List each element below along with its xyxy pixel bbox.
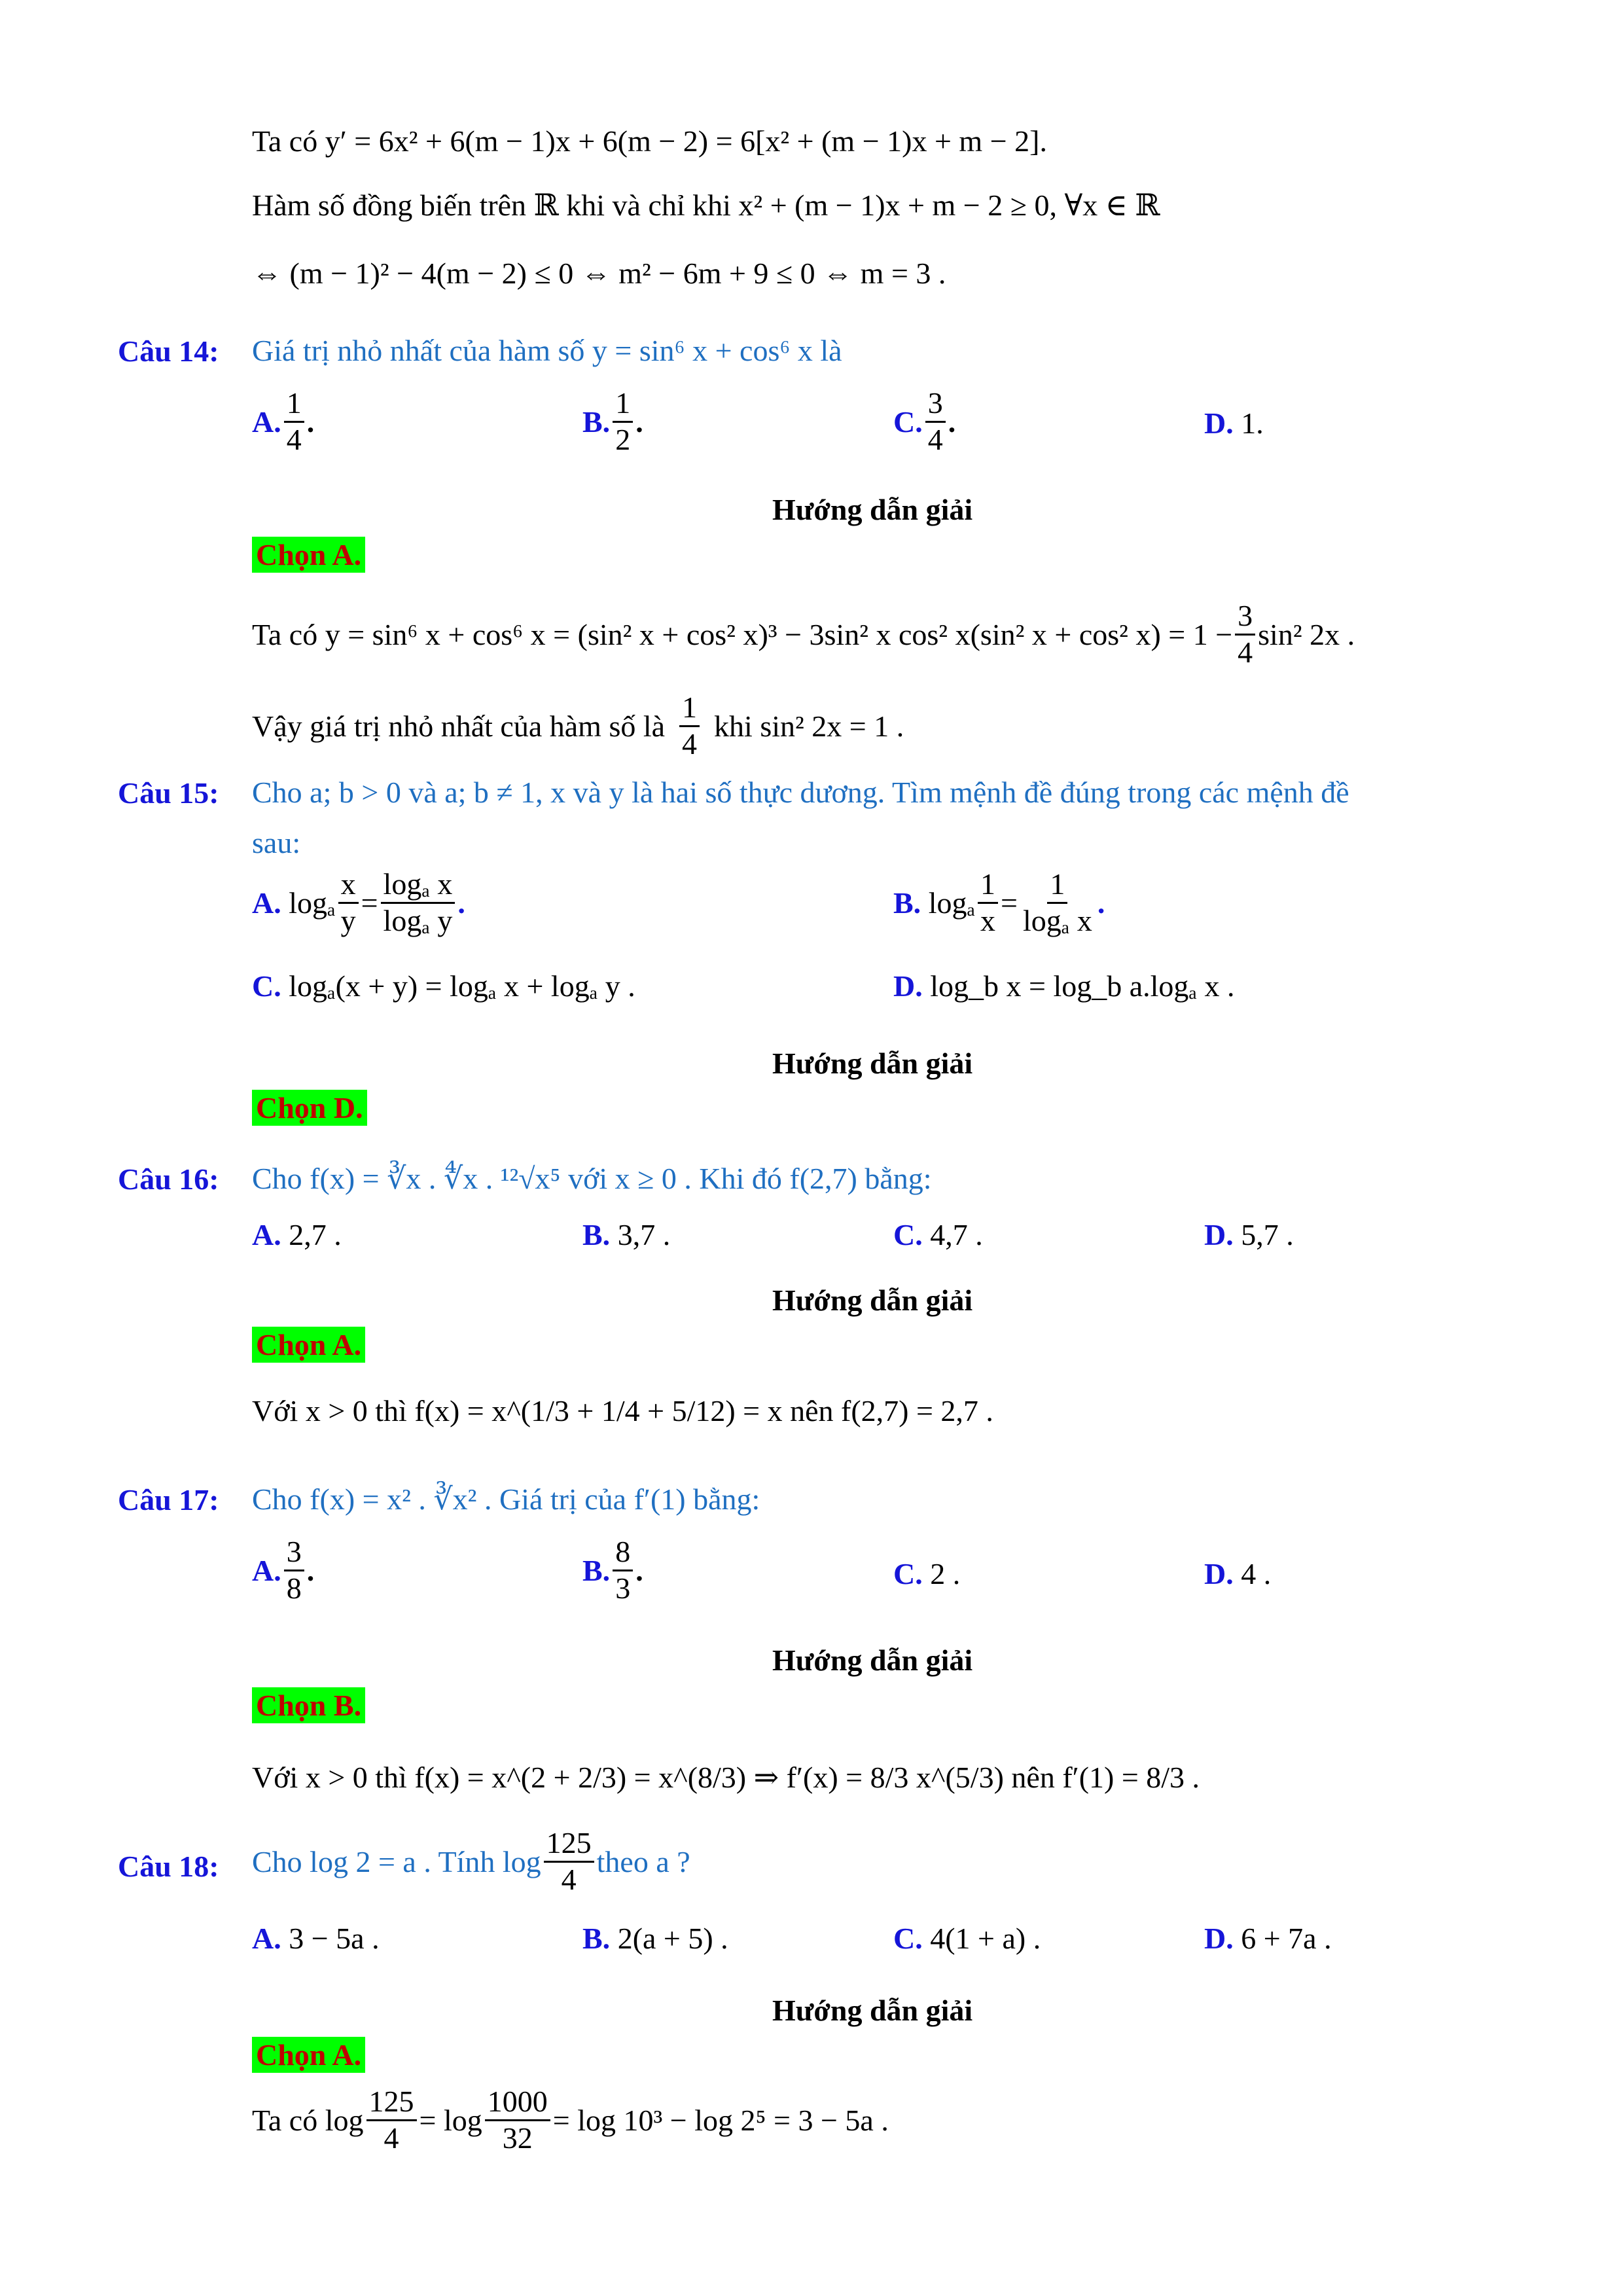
q14-chosen-answer: Chọn A. xyxy=(252,537,365,573)
frac-num: logₐ x xyxy=(381,867,455,904)
solution-heading: Hướng dẫn giải xyxy=(772,1283,973,1317)
solution-text: Vậy giá trị nhỏ nhất của hàm số là xyxy=(252,709,666,743)
option-letter: A. xyxy=(252,1218,281,1251)
q13-solution-line-2: Hàm số đồng biến trên ℝ khi và chỉ khi x² + (m − 1)x + m − 2 ≥ 0, ∀x ∈ ℝ xyxy=(252,188,1160,222)
log-text: logₐ xyxy=(928,886,976,920)
option-value: 2,7 . xyxy=(289,1218,342,1251)
frac-den: 4 xyxy=(286,422,302,456)
log-text: logₐ xyxy=(289,886,336,920)
q14-option-b[interactable]: B. $\frac{1}{2}$ . xyxy=(582,386,643,456)
frac-num: 1 xyxy=(1047,867,1067,904)
option-value: 3 − 5a . xyxy=(289,1922,380,1955)
frac-num: 8 xyxy=(613,1535,633,1571)
frac-num: 1000 xyxy=(485,2085,550,2121)
q18-question xyxy=(252,1826,690,1897)
q17-option-b[interactable]: B. $\frac{8}{3}$ . xyxy=(582,1535,643,1605)
frac-num: 125 xyxy=(544,1826,594,1863)
frac-den: 2 xyxy=(615,422,631,456)
option-letter: B. xyxy=(582,1218,611,1251)
option-letter: D. xyxy=(1204,406,1234,440)
option-letter: C. xyxy=(893,404,923,439)
solution-text: Ta có log xyxy=(252,2103,364,2137)
q17-option-a[interactable]: A. $\frac{3}{8}$ . xyxy=(252,1535,315,1605)
solution-text: sin² 2x . xyxy=(1258,617,1355,651)
q18-label: Câu 18: xyxy=(118,1850,219,1883)
solution-heading: Hướng dẫn giải xyxy=(772,1994,973,2027)
frac-den: 8 xyxy=(286,1571,302,1605)
q18-chosen-answer: Chọn A. xyxy=(252,2037,365,2073)
option-value: 4(1 + a) . xyxy=(930,1922,1041,1955)
option-value: 6 + 7a . xyxy=(1241,1922,1332,1955)
option-letter: C. xyxy=(893,1922,923,1955)
option-value: 2 . xyxy=(930,1557,961,1590)
equals-sign: = xyxy=(361,886,378,920)
q16-chosen-answer: Chọn A. xyxy=(252,1327,365,1363)
option-letter: C. xyxy=(893,1218,923,1251)
equals-sign: = xyxy=(1001,886,1018,920)
q15-option-b[interactable]: B. logₐ $\frac{1}{x}$ = $\frac{1}{\text{logₐ x}}$ . xyxy=(893,867,1105,937)
frac-num: 1 xyxy=(284,386,304,423)
option-letter: B. xyxy=(582,1922,611,1955)
frac-den: logₐ y xyxy=(383,903,453,937)
q17-chosen-answer: Chọn B. xyxy=(252,1687,365,1723)
frac-den: 4 xyxy=(927,422,943,456)
q14-solution-line-1 xyxy=(252,599,1355,670)
q17-option-d[interactable] xyxy=(1204,1556,1271,1591)
q16-solution: Với x > 0 thì f(x) = x^(1/3 + 1/4 + 5/12) = x nên f(2,7) = 2,7 . xyxy=(252,1394,993,1427)
q14-option-c[interactable]: C. $\frac{3}{4}$ . xyxy=(893,386,956,456)
frac-num: 3 xyxy=(284,1535,304,1571)
option-letter: A. xyxy=(252,1922,281,1955)
q14-solution-line-2 xyxy=(252,691,904,762)
frac-num: 1 xyxy=(679,691,700,727)
frac-num: x xyxy=(338,867,359,904)
option-letter: B. xyxy=(582,1553,611,1587)
q17-label: Câu 17: xyxy=(118,1483,219,1516)
frac-den: logₐ x xyxy=(1023,903,1092,937)
option-letter: A. xyxy=(252,404,281,439)
q16-option-a[interactable] xyxy=(252,1217,342,1252)
option-value: log_b x = log_b a.logₐ x . xyxy=(930,969,1235,1003)
solution-heading: Hướng dẫn giải xyxy=(772,493,973,526)
option-letter: A. xyxy=(252,1553,281,1587)
solution-text: khi sin² 2x = 1 . xyxy=(714,709,904,743)
option-value: 1. xyxy=(1241,406,1264,440)
frac-den: 4 xyxy=(682,726,698,761)
q16-option-c[interactable] xyxy=(893,1217,983,1252)
q15-option-d[interactable] xyxy=(893,969,1235,1003)
frac-num: 1 xyxy=(613,386,633,423)
q17-solution: Với x > 0 thì f(x) = x^(2 + 2/3) = x^(8/3) ⇒ f′(x) = 8/3 x^(5/3) nên f′(1) = 8/3 . xyxy=(252,1761,1200,1794)
option-letter: D. xyxy=(1204,1922,1234,1955)
q16-question: Cho f(x) = ∛x . ∜x . ¹²√x⁵ với x ≥ 0 . Khi đó f(2,7) bằng: xyxy=(252,1162,932,1195)
option-value: 5,7 . xyxy=(1241,1218,1294,1251)
q14-option-a[interactable]: A. $\frac{1}{4}$ . xyxy=(252,386,315,456)
q16-label: Câu 16: xyxy=(118,1162,219,1196)
q13-solution-line-1: Ta có y′ = 6x² + 6(m − 1)x + 6(m − 2) = 6[x² + (m − 1)x + m − 2]. xyxy=(252,124,1047,158)
option-letter: C. xyxy=(893,1557,923,1590)
q14-label: Câu 14: xyxy=(118,334,219,368)
q18-option-c[interactable] xyxy=(893,1921,1041,1956)
question-text: theo a ? xyxy=(596,1844,690,1878)
option-letter: B. xyxy=(582,404,611,439)
option-value: 4 . xyxy=(1241,1557,1272,1590)
q16-option-b[interactable] xyxy=(582,1217,670,1252)
q18-option-d[interactable] xyxy=(1204,1921,1332,1956)
q18-option-a[interactable] xyxy=(252,1921,380,1956)
q15-label: Câu 15: xyxy=(118,776,219,810)
q15-question-line-1: Cho a; b > 0 và a; b ≠ 1, x và y là hai số thực dương. Tìm mệnh đề đúng trong các mệnh đề xyxy=(252,776,1349,809)
q16-option-d[interactable] xyxy=(1204,1217,1294,1252)
q18-solution xyxy=(252,2085,889,2156)
q18-option-b[interactable] xyxy=(582,1921,728,1956)
q15-option-a[interactable]: A. logₐ $\frac{x}{y}$ = $\frac{\text{logₐ x}}{\text{logₐ y}}$ . xyxy=(252,867,465,937)
q15-option-c[interactable] xyxy=(252,969,635,1003)
frac-den: 32 xyxy=(502,2121,533,2155)
frac-num: 125 xyxy=(366,2085,417,2121)
option-letter: A. xyxy=(252,886,281,920)
q14-question: Giá trị nhỏ nhất của hàm số y = sin⁶ x + cos⁶ x là xyxy=(252,334,842,367)
solution-text: = log 10³ − log 2⁵ = 3 − 5a . xyxy=(552,2103,889,2137)
frac-den: y xyxy=(340,903,356,937)
frac-den: 3 xyxy=(615,1571,631,1605)
solution-text: Ta có y = sin⁶ x + cos⁶ x = (sin² x + cos² x)³ − 3sin² x cos² x(sin² x + cos² x) = 1 − xyxy=(252,617,1233,651)
option-letter: C. xyxy=(252,969,281,1003)
frac-den: 4 xyxy=(383,2121,399,2155)
option-value: 4,7 . xyxy=(930,1218,983,1251)
frac-num: 3 xyxy=(1235,599,1255,636)
option-letter: B. xyxy=(893,886,921,920)
frac-num: 1 xyxy=(978,867,998,904)
solution-text: = log xyxy=(419,2103,482,2137)
q17-question: Cho f(x) = x² . ∛x² . Giá trị của f′(1) bằng: xyxy=(252,1482,760,1516)
option-letter: D. xyxy=(1204,1218,1234,1251)
option-value: 2(a + 5) . xyxy=(617,1922,728,1955)
frac-num: 3 xyxy=(925,386,946,423)
question-text: Cho log 2 = a . Tính log xyxy=(252,1844,541,1878)
q15-chosen-answer: Chọn D. xyxy=(252,1090,367,1126)
option-letter: D. xyxy=(893,969,923,1003)
option-value: logₐ(x + y) = logₐ x + logₐ y . xyxy=(289,969,635,1003)
option-letter: D. xyxy=(1204,1557,1234,1590)
q15-question-line-2: sau: xyxy=(252,826,301,859)
solution-heading: Hướng dẫn giải xyxy=(772,1643,973,1677)
q17-option-c[interactable] xyxy=(893,1556,960,1591)
q13-solution-line-3: ⇔ (m − 1)² − 4(m − 2) ≤ 0 ⇔ m² − 6m + 9 ≤ 0 ⇔ m = 3 . xyxy=(252,257,946,290)
q14-option-d[interactable] xyxy=(1204,406,1264,440)
solution-heading: Hướng dẫn giải xyxy=(772,1047,973,1080)
frac-den: 4 xyxy=(1238,635,1253,669)
frac-den: x xyxy=(980,903,996,937)
frac-den: 4 xyxy=(561,1862,577,1896)
option-value: 3,7 . xyxy=(617,1218,671,1251)
